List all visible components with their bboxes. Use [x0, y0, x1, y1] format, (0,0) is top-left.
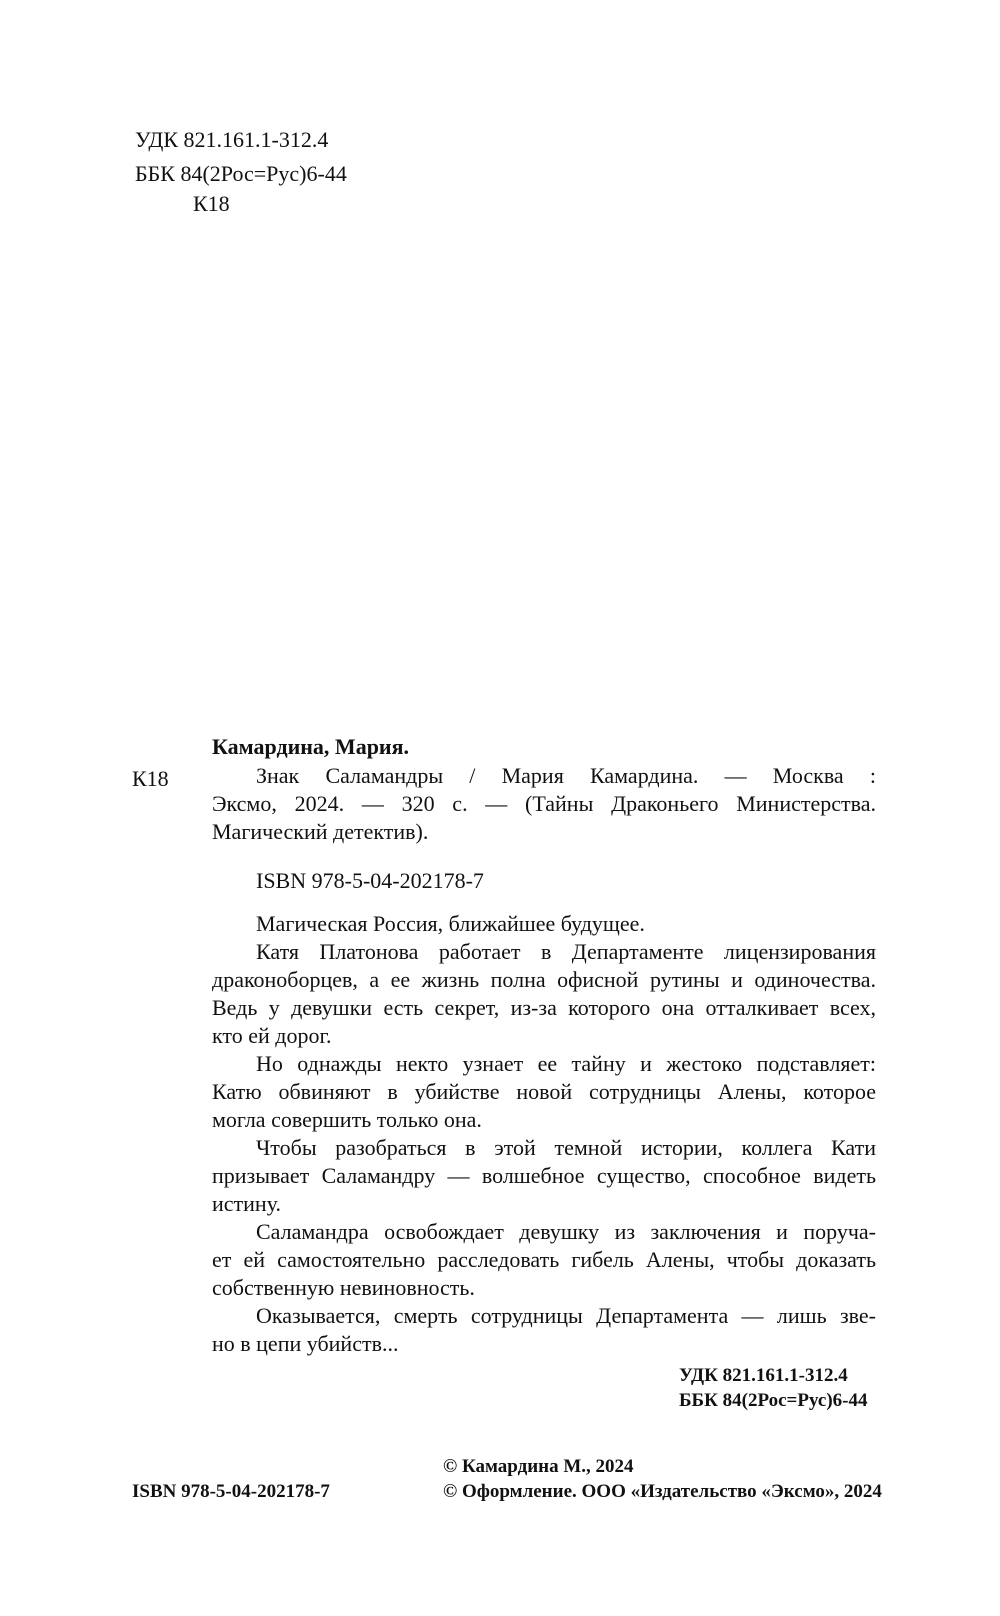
udk-classification: УДК 821.161.1-312.4 — [135, 127, 329, 152]
annotation-line: Оказывается, смерть сотрудницы Департамента — лишь зве- — [256, 1303, 876, 1328]
bibliographic-description — [212, 762, 876, 846]
bib-line: Знак Саламандры / Мария Камардина. — Москва : — [256, 763, 876, 788]
annotation-line: собственную невиновность. — [212, 1275, 475, 1300]
annotation-line: Катю обвиняют в убийстве новой сотрудницы Алены, которое — [212, 1079, 876, 1104]
annotation-line: Ведь у девушки есть секрет, из-за которого она отталкивает всех, — [212, 995, 876, 1020]
author-heading: Камардина, Мария. — [212, 734, 410, 759]
annotation-line: ет ей самостоятельно расследовать гибель Алены, чтобы доказать — [212, 1247, 876, 1272]
annotation-line: драконоборцев, а ее жизнь полна офисной рутины и одиночества. — [212, 967, 876, 992]
annotation-line: истину. — [212, 1191, 281, 1216]
annotation — [212, 910, 876, 1358]
bbk-classification-bottom: ББК 84(2Рос=Рус)6-44 — [679, 1390, 868, 1411]
isbn-bottom: ISBN 978-5-04-202178-7 — [132, 1481, 330, 1502]
author-sign-code: К18 — [193, 191, 230, 216]
annotation-line: Саламандра освобождает девушку из заключения и поруча- — [256, 1219, 876, 1244]
annotation-line: Катя Платонова работает в Департаменте лицензирования — [256, 939, 876, 964]
copyright-author: © Камардина М., 2024 — [443, 1456, 634, 1477]
annotation-line: призывает Саламандру — волшебное существо, способное видеть — [212, 1163, 876, 1188]
annotation-line: Чтобы разобраться в этой темной истории, коллега Кати — [256, 1135, 876, 1160]
annotation-line: кто ей дорог. — [212, 1023, 332, 1048]
bib-line: Магический детектив). — [212, 819, 429, 844]
annotation-line: но в цепи убийств... — [212, 1331, 399, 1356]
annotation-line: Но однажды некто узнает ее тайну и жестоко подставляет: — [256, 1051, 876, 1076]
bib-line: Эксмо, 2024. — 320 с. — (Тайны Драконьего Министерства. — [212, 791, 876, 816]
bbk-classification: ББК 84(2Рос=Рус)6-44 — [135, 161, 347, 186]
card-author-sign-code: К18 — [132, 766, 169, 791]
copyright-design: © Оформление. ООО «Издательство «Эксмо», 2024 — [443, 1481, 882, 1502]
annotation-paragraph: Магическая Россия, ближайшее будущее. — [256, 911, 645, 936]
udk-classification-bottom: УДК 821.161.1-312.4 — [679, 1365, 848, 1386]
annotation-line: могла совершить только она. — [212, 1107, 482, 1132]
card-isbn: ISBN 978-5-04-202178-7 — [256, 868, 484, 893]
